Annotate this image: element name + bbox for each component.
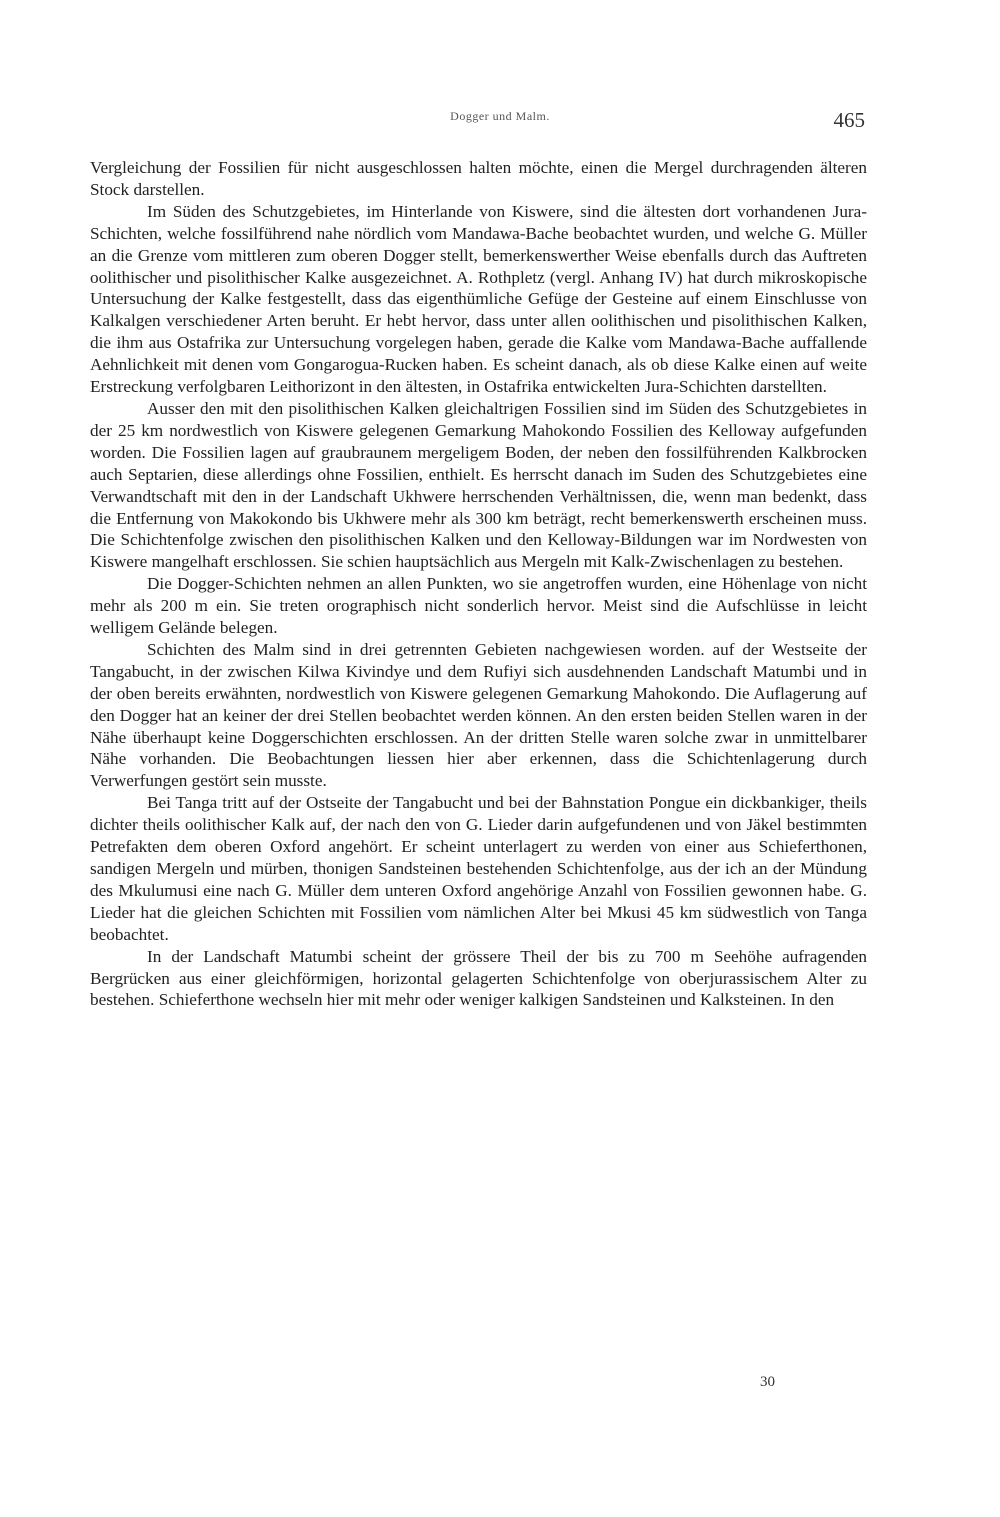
page-number: 465 [833, 108, 865, 132]
running-title: Dogger und Malm. [450, 109, 550, 123]
paragraph: Im Süden des Schutzgebietes, im Hinterlande von Kiswere, sind die ältesten dort vorhandenen Jura-Schichten, welche fossilführend nahe nördlich vom Mandawa-Bache beobachtet wurden, und welche G. Müller an die Grenze vom mittleren zum oberen Dogger stellt, bemerkenswerther Weise ebenfalls durch das Auftreten oolithischer und pisolithischer Kalke ausgezeichnet. A. Rothpletz (vergl. Anhang IV) hat durch mikroskopische Untersuchung der Kalke festgestellt, dass das eigenthümliche Gefüge der Gesteine auf einem Einschlusse von Kalkalgen verschiedener Arten beruht. Er hebt hervor, dass unter allen oolithischen und pisolithischen Kalken, die ihm aus Ostafrika zur Untersuchung vorgelegen haben, gerade die Kalke vom Mandawa-Bache auffallende Aehnlichkeit mit denen vom Gongarogua-Rucken haben. Es scheint danach, als ob diese Kalke einen auf weite Erstreckung verfolgbaren Leithorizont in den ältesten, in Ostafrika entwickelten Jura-Schichten darstellten. [90, 201, 867, 397]
paragraph: Bei Tanga tritt auf der Ostseite der Tangabucht und bei der Bahnstation Pongue ein dickbankiger, theils dichter theils oolithischer Kalk auf, der nach den von G. Lieder darin aufgefundenen und von Jäkel bestimmten Petrefakten dem oberen Oxford angehört. Er scheint unterlagert zu werden von einer aus Schieferthonen, sandigen Mergeln und mürben, thonigen Sandsteinen bestehenden Schichtenfolge, aus der ich an der Mündung des Mkulumusi eine nach G. Müller dem unteren Oxford angehörige Anzahl von Fossilien gewonnen habe. G. Lieder hat die gleichen Schichten mit Fossilien vom nämlichen Alter bei Mkusi 45 km südwestlich von Tanga beobachtet. [90, 793, 867, 944]
paragraph: Die Dogger-Schichten nehmen an allen Punkten, wo sie angetroffen wurden, eine Höhenlage von nicht mehr als 200 m ein. Sie treten orographisch nicht sonderlich hervor. Meist sind die Aufschlüsse in leicht welligem Gelände belegen. [90, 574, 867, 638]
paragraph: In der Landschaft Matumbi scheint der grössere Theil der bis zu 700 m Seehöhe aufragenden Bergrücken aus einer gleichförmigen, horizontal gelagerten Schichtenfolge von oberjurassischem Alter zu bestehen. Schieferthone wechseln hier mit mehr oder weniger kalkigen Sandsteinen und Kalksteinen. In den [90, 946, 867, 1010]
paragraph: Vergleichung der Fossilien für nicht ausgeschlossen halten möchte, einen die Mergel durchragenden älteren Stock darstellen. [90, 158, 867, 199]
paragraph: Ausser den mit den pisolithischen Kalken gleichaltrigen Fossilien sind im Süden des Schutzgebietes in der 25 km nordwestlich von Kiswere gelegenen Gemarkung Mahokondo Fossilien des Kelloway aufgefunden worden. Die Fossilien lagen auf graubraunem mergeligem Boden, der neben den fossilführenden Kalkbrocken auch Septarien, diese allerdings ohne Fossilien, enthielt. Es herrscht danach im Suden des Schutzgebietes eine Verwandtschaft mit den in der Landschaft Ukhwere herrschenden Verhältnissen, die, wenn man bedenkt, dass die Entfernung von Makokondo bis Ukhwere mehr als 300 km beträgt, recht bemerkenswerth erscheinen muss. Die Schichtenfolge zwischen den pisolithischen Kalken und den Kelloway-Bildungen war im Nordwesten von Kiswere mangelhaft erschlossen. Sie schien hauptsächlich aus Mergeln mit Kalk-Zwischenlagen zu bestehen. [90, 398, 867, 572]
body-text [90, 157, 867, 1011]
signature-mark: 30 [760, 1374, 775, 1390]
paragraph: Schichten des Malm sind in drei getrennten Gebieten nachgewiesen worden. auf der Westseite der Tangabucht, in der zwischen Kilwa Kivindye und dem Rufiyi sich ausdehnenden Landschaft Matumbi und in der oben bereits erwähnten, nordwestlich von Kiswere gelegenen Gemarkung Mahokondo. Die Auflagerung auf den Dogger hat an keiner der drei Stellen beobachtet werden können. An den ersten beiden Stellen waren in der Nähe überhaupt keine Doggerschichten erschlossen. An der dritten Stelle waren solche zwar in unmittelbarer Nähe vorhanden. Die Beobachtungen liessen hier aber erkennen, dass die Schichtenlagerung durch Verwerfungen gestört sein musste. [90, 639, 867, 791]
